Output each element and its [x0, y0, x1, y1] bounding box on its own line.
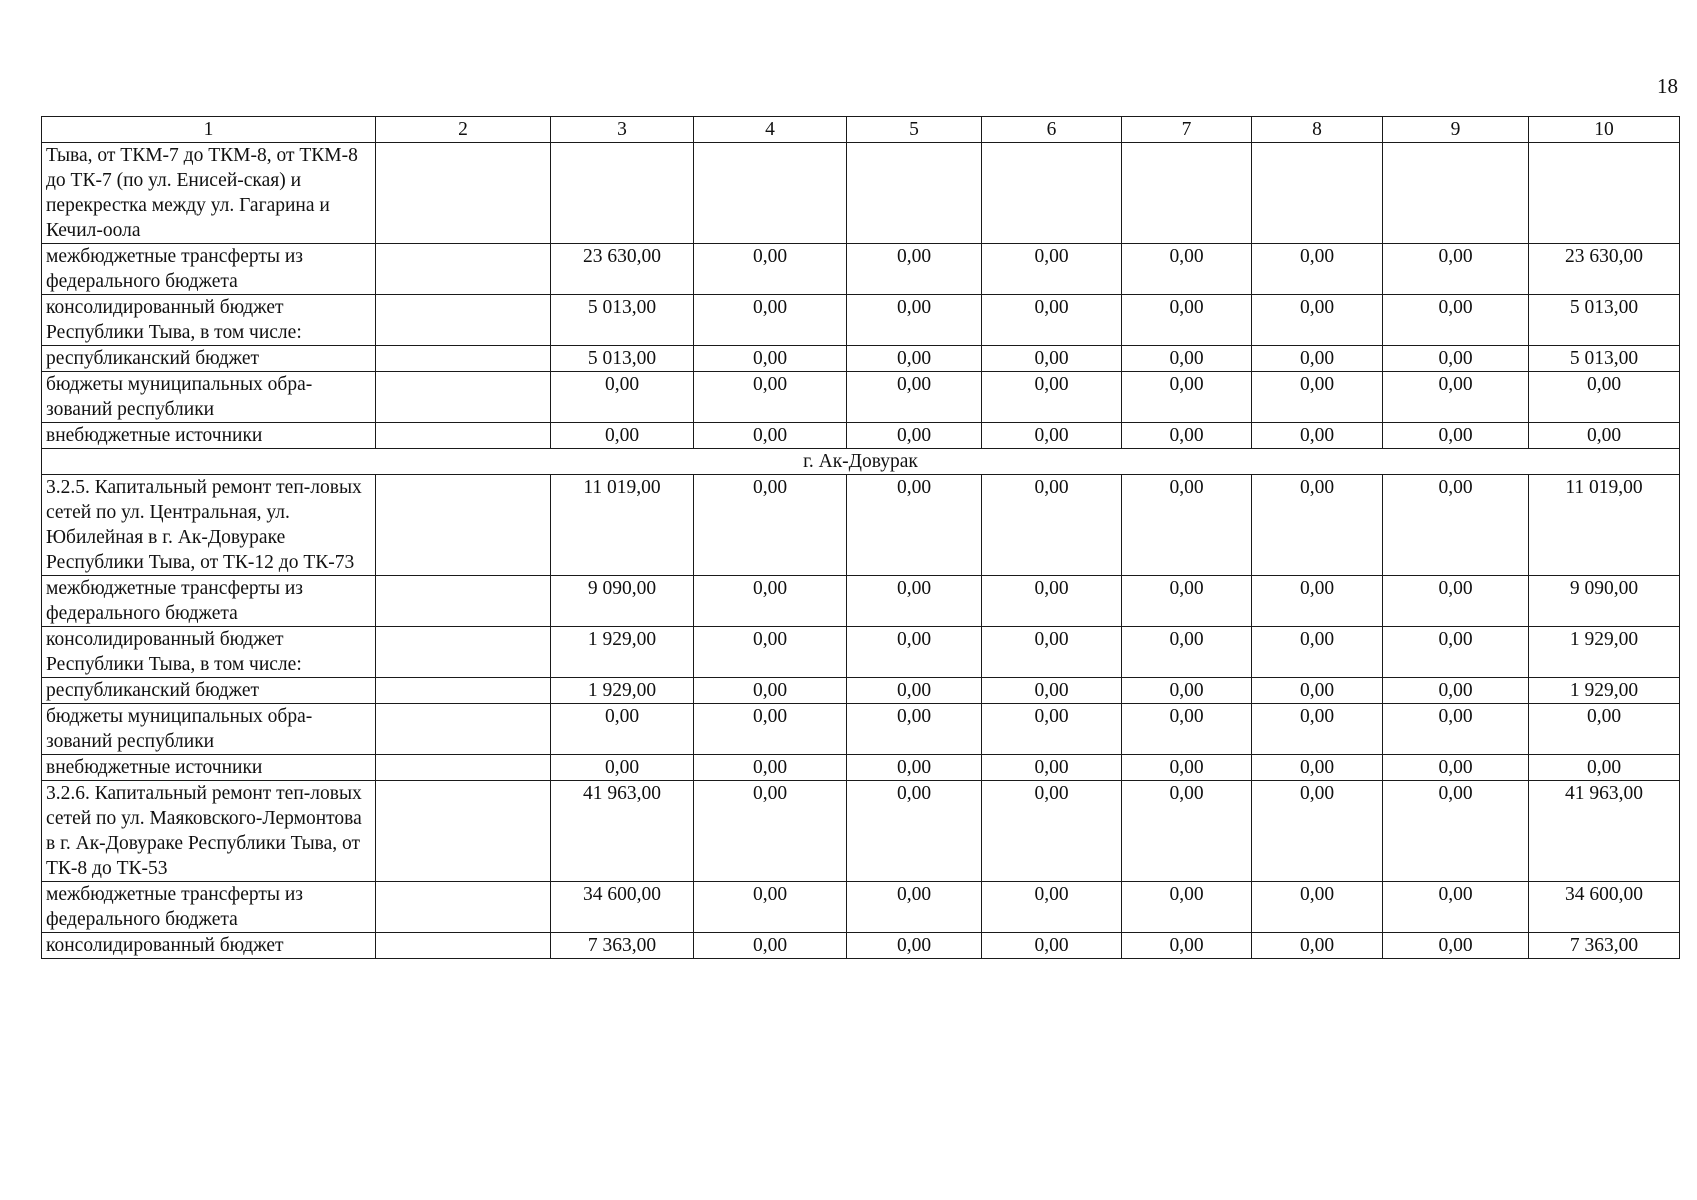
- row-label: межбюджетные трансферты из федерального бюджета: [42, 576, 376, 627]
- value-cell: 0,00: [1122, 882, 1252, 933]
- value-cell: 0,00: [1252, 678, 1383, 704]
- table-row: [42, 678, 1680, 704]
- value-cell: 0,00: [982, 781, 1122, 882]
- table-row: [42, 295, 1680, 346]
- column-2-cell: [376, 143, 551, 244]
- column-2-cell: [376, 346, 551, 372]
- value-cell: 0,00: [847, 295, 982, 346]
- value-cell: 0,00: [551, 704, 694, 755]
- value-cell: 11 019,00: [1529, 475, 1680, 576]
- value-cell: 7 363,00: [1529, 933, 1680, 959]
- value-cell: 1 929,00: [1529, 678, 1680, 704]
- value-cell: 0,00: [1122, 372, 1252, 423]
- value-cell: 0,00: [1383, 475, 1529, 576]
- value-cell: 0,00: [1383, 933, 1529, 959]
- value-cell: 0,00: [982, 882, 1122, 933]
- value-cell: [1252, 143, 1383, 244]
- value-cell: 0,00: [1252, 704, 1383, 755]
- value-cell: 0,00: [982, 475, 1122, 576]
- row-label: республиканский бюджет: [42, 346, 376, 372]
- row-label: межбюджетные трансферты из федерального бюджета: [42, 882, 376, 933]
- value-cell: 0,00: [982, 295, 1122, 346]
- column-header: 1: [42, 117, 376, 143]
- column-header: 3: [551, 117, 694, 143]
- column-2-cell: [376, 244, 551, 295]
- row-label: бюджеты муниципальных обра-зований республики: [42, 704, 376, 755]
- row-label: бюджеты муниципальных обра-зований республики: [42, 372, 376, 423]
- value-cell: 0,00: [694, 372, 847, 423]
- column-header: 9: [1383, 117, 1529, 143]
- value-cell: 0,00: [1122, 678, 1252, 704]
- value-cell: 41 963,00: [551, 781, 694, 882]
- value-cell: 0,00: [694, 576, 847, 627]
- value-cell: 0,00: [1383, 346, 1529, 372]
- value-cell: 0,00: [982, 372, 1122, 423]
- value-cell: 5 013,00: [1529, 295, 1680, 346]
- table-row: [42, 143, 1680, 244]
- value-cell: 0,00: [1122, 346, 1252, 372]
- value-cell: 7 363,00: [551, 933, 694, 959]
- value-cell: [982, 143, 1122, 244]
- row-label: 3.2.5. Капитальный ремонт теп-ловых сетей по ул. Центральная, ул. Юбилейная в г. Ак-Довураке Республики Тыва, от ТК-12 до ТК-73: [42, 475, 376, 576]
- column-2-cell: [376, 933, 551, 959]
- column-2-cell: [376, 295, 551, 346]
- value-cell: 0,00: [847, 781, 982, 882]
- value-cell: 0,00: [1122, 475, 1252, 576]
- column-number-row: [42, 117, 1680, 143]
- table-row: [42, 755, 1680, 781]
- value-cell: [1383, 143, 1529, 244]
- table-row: [42, 933, 1680, 959]
- value-cell: 0,00: [694, 423, 847, 449]
- value-cell: [694, 143, 847, 244]
- value-cell: 0,00: [982, 423, 1122, 449]
- row-label: межбюджетные трансферты из федерального бюджета: [42, 244, 376, 295]
- value-cell: 0,00: [847, 755, 982, 781]
- value-cell: 5 013,00: [1529, 346, 1680, 372]
- value-cell: 11 019,00: [551, 475, 694, 576]
- value-cell: 1 929,00: [1529, 627, 1680, 678]
- value-cell: 0,00: [1383, 781, 1529, 882]
- value-cell: [551, 143, 694, 244]
- value-cell: 0,00: [1122, 423, 1252, 449]
- value-cell: 0,00: [1383, 755, 1529, 781]
- value-cell: 0,00: [551, 755, 694, 781]
- value-cell: 0,00: [1383, 704, 1529, 755]
- table-row: [42, 244, 1680, 295]
- value-cell: 0,00: [1252, 372, 1383, 423]
- value-cell: 0,00: [551, 423, 694, 449]
- value-cell: 0,00: [847, 704, 982, 755]
- value-cell: 0,00: [1122, 933, 1252, 959]
- value-cell: 0,00: [847, 423, 982, 449]
- column-2-cell: [376, 627, 551, 678]
- value-cell: 0,00: [847, 933, 982, 959]
- column-2-cell: [376, 423, 551, 449]
- value-cell: 0,00: [1252, 755, 1383, 781]
- row-label: консолидированный бюджет Республики Тыва, в том числе:: [42, 295, 376, 346]
- value-cell: 0,00: [694, 678, 847, 704]
- column-header: 7: [1122, 117, 1252, 143]
- column-2-cell: [376, 755, 551, 781]
- value-cell: 0,00: [1383, 423, 1529, 449]
- value-cell: 0,00: [1383, 295, 1529, 346]
- column-2-cell: [376, 882, 551, 933]
- table-row: [42, 423, 1680, 449]
- table-row: [42, 576, 1680, 627]
- value-cell: 5 013,00: [551, 295, 694, 346]
- value-cell: 0,00: [694, 933, 847, 959]
- column-header: 8: [1252, 117, 1383, 143]
- column-header: 5: [847, 117, 982, 143]
- value-cell: 0,00: [1252, 244, 1383, 295]
- column-2-cell: [376, 576, 551, 627]
- value-cell: 0,00: [982, 346, 1122, 372]
- value-cell: 0,00: [982, 627, 1122, 678]
- column-2-cell: [376, 704, 551, 755]
- value-cell: 0,00: [982, 678, 1122, 704]
- value-cell: 0,00: [1383, 627, 1529, 678]
- section-title: г. Ак-Довурак: [42, 449, 1680, 475]
- value-cell: 34 600,00: [1529, 882, 1680, 933]
- value-cell: 0,00: [1122, 755, 1252, 781]
- value-cell: 0,00: [1122, 244, 1252, 295]
- budget-table: [41, 116, 1680, 959]
- table-row: [42, 372, 1680, 423]
- value-cell: 0,00: [694, 704, 847, 755]
- value-cell: 0,00: [1252, 475, 1383, 576]
- value-cell: 0,00: [1529, 423, 1680, 449]
- value-cell: 0,00: [1383, 882, 1529, 933]
- value-cell: 0,00: [1122, 576, 1252, 627]
- value-cell: 0,00: [982, 755, 1122, 781]
- column-2-cell: [376, 475, 551, 576]
- row-label: консолидированный бюджет Республики Тыва, в том числе:: [42, 627, 376, 678]
- table-row: [42, 704, 1680, 755]
- table-row: [42, 346, 1680, 372]
- value-cell: 0,00: [1252, 781, 1383, 882]
- value-cell: 0,00: [694, 475, 847, 576]
- value-cell: 23 630,00: [1529, 244, 1680, 295]
- value-cell: 0,00: [1252, 882, 1383, 933]
- column-2-cell: [376, 781, 551, 882]
- value-cell: 0,00: [1122, 627, 1252, 678]
- column-2-cell: [376, 678, 551, 704]
- value-cell: 5 013,00: [551, 346, 694, 372]
- value-cell: 0,00: [694, 295, 847, 346]
- value-cell: 0,00: [847, 346, 982, 372]
- row-label: 3.2.6. Капитальный ремонт теп-ловых сетей по ул. Маяковского-Лермонтова в г. Ак-Довураке Республики Тыва, от ТК-8 до ТК-53: [42, 781, 376, 882]
- value-cell: 0,00: [551, 372, 694, 423]
- value-cell: 0,00: [847, 244, 982, 295]
- value-cell: 0,00: [982, 933, 1122, 959]
- row-label: республиканский бюджет: [42, 678, 376, 704]
- value-cell: 0,00: [1252, 295, 1383, 346]
- page-number: 18: [1657, 74, 1678, 98]
- value-cell: 0,00: [1122, 295, 1252, 346]
- value-cell: 0,00: [694, 244, 847, 295]
- value-cell: 0,00: [694, 781, 847, 882]
- value-cell: 0,00: [982, 244, 1122, 295]
- value-cell: 0,00: [1122, 704, 1252, 755]
- column-header: 4: [694, 117, 847, 143]
- value-cell: 34 600,00: [551, 882, 694, 933]
- value-cell: 0,00: [1252, 933, 1383, 959]
- value-cell: [847, 143, 982, 244]
- value-cell: [1122, 143, 1252, 244]
- value-cell: 0,00: [1252, 627, 1383, 678]
- column-header: 10: [1529, 117, 1680, 143]
- column-header: 6: [982, 117, 1122, 143]
- value-cell: 0,00: [1529, 704, 1680, 755]
- value-cell: 0,00: [1529, 372, 1680, 423]
- value-cell: 0,00: [847, 627, 982, 678]
- row-label: внебюджетные источники: [42, 755, 376, 781]
- value-cell: 0,00: [1252, 423, 1383, 449]
- value-cell: 0,00: [1252, 576, 1383, 627]
- table-row: [42, 627, 1680, 678]
- column-header: 2: [376, 117, 551, 143]
- value-cell: [1529, 143, 1680, 244]
- value-cell: 9 090,00: [1529, 576, 1680, 627]
- value-cell: 0,00: [847, 576, 982, 627]
- column-2-cell: [376, 372, 551, 423]
- value-cell: 41 963,00: [1529, 781, 1680, 882]
- value-cell: 0,00: [1383, 576, 1529, 627]
- value-cell: 23 630,00: [551, 244, 694, 295]
- table-row: [42, 475, 1680, 576]
- value-cell: 0,00: [982, 576, 1122, 627]
- value-cell: 0,00: [1383, 678, 1529, 704]
- table-row: [42, 781, 1680, 882]
- value-cell: 0,00: [847, 372, 982, 423]
- value-cell: 1 929,00: [551, 678, 694, 704]
- value-cell: 0,00: [1122, 781, 1252, 882]
- value-cell: 0,00: [694, 882, 847, 933]
- value-cell: 9 090,00: [551, 576, 694, 627]
- value-cell: 0,00: [694, 346, 847, 372]
- value-cell: 1 929,00: [551, 627, 694, 678]
- value-cell: 0,00: [1529, 755, 1680, 781]
- value-cell: 0,00: [1383, 372, 1529, 423]
- value-cell: 0,00: [982, 704, 1122, 755]
- table-row: [42, 882, 1680, 933]
- row-label: Тыва, от ТКМ-7 до ТКМ-8, от ТКМ-8 до ТК-7 (по ул. Енисей-ская) и перекрестка между ул. Гагарина и Кечил-оола: [42, 143, 376, 244]
- value-cell: 0,00: [694, 627, 847, 678]
- value-cell: 0,00: [1383, 244, 1529, 295]
- value-cell: 0,00: [847, 678, 982, 704]
- value-cell: 0,00: [694, 755, 847, 781]
- row-label: внебюджетные источники: [42, 423, 376, 449]
- value-cell: 0,00: [847, 475, 982, 576]
- value-cell: 0,00: [847, 882, 982, 933]
- section-row: [42, 449, 1680, 475]
- row-label: консолидированный бюджет: [42, 933, 376, 959]
- value-cell: 0,00: [1252, 346, 1383, 372]
